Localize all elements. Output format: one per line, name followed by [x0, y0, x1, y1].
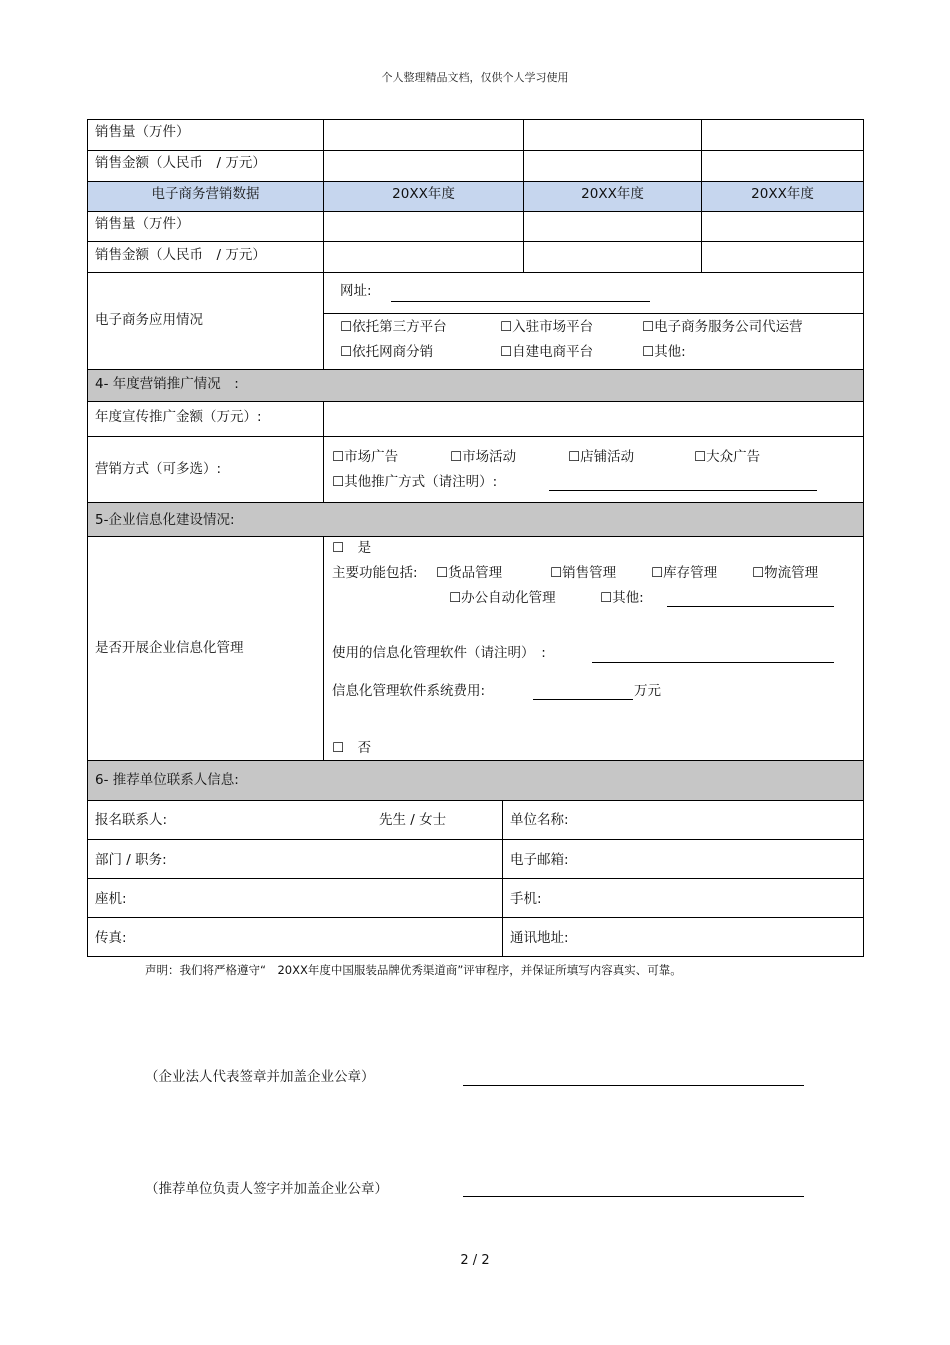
- option-market-platform[interactable]: ☐入驻市场平台: [500, 319, 594, 335]
- unit-name-label: 单位名称:: [510, 812, 569, 828]
- address-label: 通讯地址:: [510, 930, 569, 946]
- function-sales[interactable]: ☐销售管理: [550, 565, 617, 581]
- function-other-input-line[interactable]: [667, 606, 834, 607]
- option-other[interactable]: ☐其他:: [642, 344, 686, 360]
- promotion-amount-label: 年度宣传推广金额（万元）:: [95, 409, 262, 425]
- function-goods[interactable]: ☐货品管理: [436, 565, 503, 581]
- page-number: 2 / 2: [460, 1253, 490, 1268]
- website-label: 网址:: [340, 283, 372, 299]
- function-inventory[interactable]: ☐库存管理: [651, 565, 718, 581]
- ecommerce-title: 电子商务营销数据: [151, 186, 260, 202]
- info-mgmt-label: 是否开展企业信息化管理: [95, 640, 244, 656]
- page-header: 个人整理精品文档，仅供个人学习使用: [381, 71, 569, 84]
- statement: 声明：我们将严格遵守“ 20XX年度中国服装品牌优秀渠道商”评审程序，并保证所填写内容真实、可靠。: [145, 963, 682, 977]
- info-mgmt-yes[interactable]: ☐ 是: [332, 540, 372, 556]
- function-logistics[interactable]: ☐物流管理: [752, 565, 819, 581]
- phone-label: 座机:: [95, 891, 127, 907]
- section6-title: 6- 推荐单位联系人信息:: [95, 772, 239, 788]
- email-label: 电子邮箱:: [510, 852, 569, 868]
- top-sales-amount-label: 销售金额（人民币 / 万元）: [95, 155, 266, 171]
- ecommerce-sales-amount-label: 销售金额（人民币 / 万元）: [95, 247, 266, 263]
- ecommerce-year-1: 20XX年度: [392, 186, 455, 202]
- ecommerce-app-label: 电子商务应用情况: [95, 312, 203, 328]
- signature-legal-rep-line[interactable]: [463, 1085, 804, 1086]
- software-label: 使用的信息化管理软件（请注明） :: [332, 645, 546, 661]
- signature-recommender-line[interactable]: [463, 1196, 804, 1197]
- section5-title: 5-企业信息化建设情况:: [95, 512, 235, 528]
- software-input-line[interactable]: [592, 662, 834, 663]
- method-market-ads[interactable]: ☐市场广告: [332, 449, 399, 465]
- fax-label: 传真:: [95, 930, 127, 946]
- contact-label: 报名联系人:: [95, 812, 168, 828]
- mobile-label: 手机:: [510, 891, 542, 907]
- info-mgmt-no[interactable]: ☐ 否: [332, 740, 372, 756]
- function-other[interactable]: ☐其他:: [600, 590, 644, 606]
- marketing-methods-label: 营销方式（可多选）:: [95, 461, 222, 477]
- method-other[interactable]: ☐其他推广方式（请注明）:: [332, 474, 498, 490]
- salutation: 先生 / 女士: [379, 812, 447, 828]
- cost-input-line[interactable]: [533, 699, 633, 700]
- method-store-events[interactable]: ☐店铺活动: [568, 449, 635, 465]
- option-distribution[interactable]: ☐依托网商分销: [340, 344, 434, 360]
- top-sales-volume-label: 销售量（万件）: [95, 124, 190, 140]
- method-other-input-line[interactable]: [549, 490, 817, 491]
- method-market-events[interactable]: ☐市场活动: [450, 449, 517, 465]
- function-office-auto[interactable]: ☐办公自动化管理: [449, 590, 556, 606]
- website-input-line[interactable]: [391, 301, 650, 302]
- section4-title: 4- 年度营销推广情况 :: [95, 376, 239, 392]
- option-service-company[interactable]: ☐电子商务服务公司代运营: [642, 319, 803, 335]
- ecommerce-year-3: 20XX年度: [751, 186, 814, 202]
- dept-label: 部门 / 职务:: [95, 852, 167, 868]
- ecommerce-year-2: 20XX年度: [581, 186, 644, 202]
- cost-unit: 万元: [634, 683, 661, 699]
- method-mass-ads[interactable]: ☐大众广告: [694, 449, 761, 465]
- option-own-platform[interactable]: ☐自建电商平台: [500, 344, 594, 360]
- option-third-party[interactable]: ☐依托第三方平台: [340, 319, 447, 335]
- ecommerce-sales-volume-label: 销售量（万件）: [95, 216, 190, 232]
- signature-legal-rep-label: （企业法人代表签章并加盖企业公章）: [145, 1069, 375, 1085]
- signature-recommender-label: （推荐单位负责人签字并加盖企业公章）: [145, 1181, 388, 1197]
- cost-label: 信息化管理软件系统费用:: [332, 683, 486, 699]
- functions-label: 主要功能包括:: [332, 565, 418, 581]
